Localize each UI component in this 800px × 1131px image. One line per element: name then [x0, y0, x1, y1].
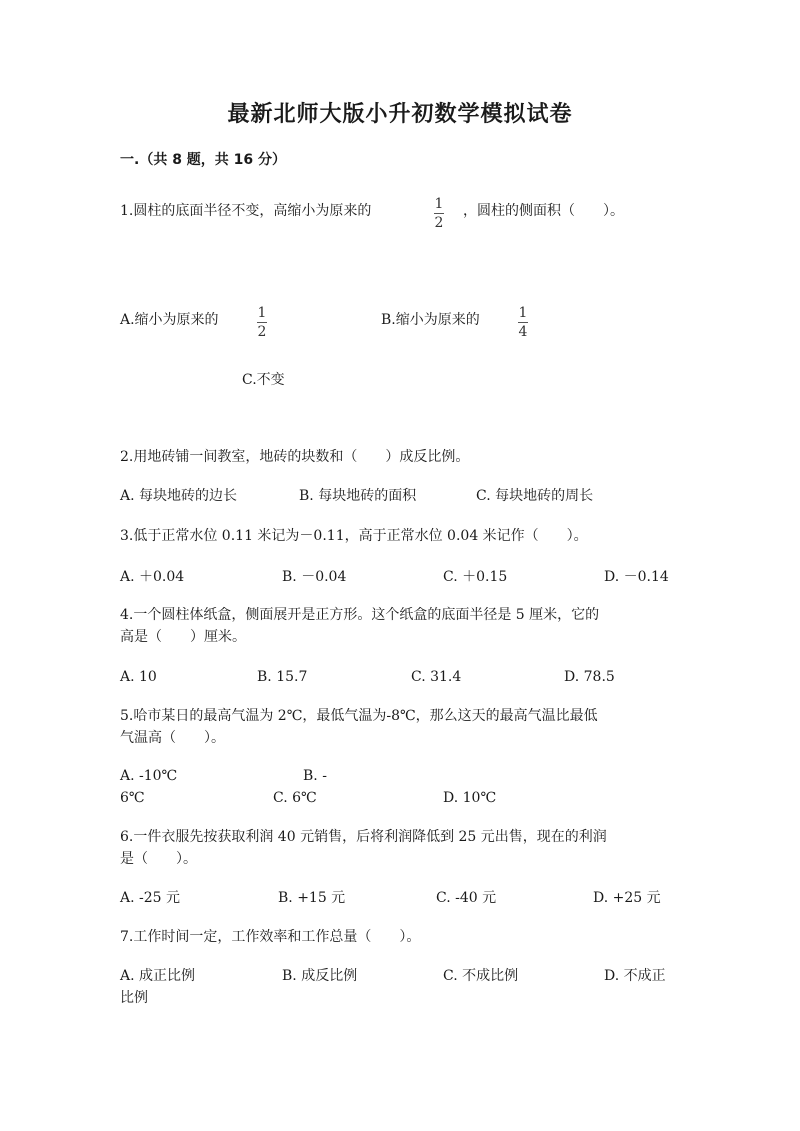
- q1-option-b[interactable]: B.缩小为原来的: [381, 312, 480, 328]
- q1-fraction-denominator: 2: [434, 215, 444, 231]
- q7-option-d[interactable]: D. 不成正: [604, 968, 666, 984]
- q3-option-a[interactable]: A. ＋0.04: [120, 569, 185, 585]
- q1-option-b-denominator: 4: [518, 324, 528, 340]
- q7-stem: 7.工作时间一定，工作效率和工作总量（ ）。: [120, 929, 421, 945]
- q2-option-b[interactable]: B. 每块地砖的面积: [299, 488, 417, 504]
- q3-option-c[interactable]: C. ＋0.15: [443, 569, 508, 585]
- q4-option-b[interactable]: B. 15.7: [257, 669, 308, 685]
- q7-option-b[interactable]: B. 成反比例: [282, 968, 358, 984]
- q4-option-c[interactable]: C. 31.4: [411, 669, 462, 685]
- q1-option-a[interactable]: A.缩小为原来的: [120, 312, 219, 328]
- fraction-bar: [257, 322, 267, 323]
- q5-stem-line1: 5.哈市某日的最高气温为 2℃，最低气温为-8℃，那么这天的最高气温比最低: [120, 708, 598, 724]
- q5-option-b-wrap[interactable]: 6℃: [120, 790, 145, 806]
- q4-option-d[interactable]: D. 78.5: [564, 669, 615, 685]
- q5-option-d[interactable]: D. 10℃: [443, 790, 497, 806]
- q4-stem-line2: 高是（ ）厘米。: [120, 629, 246, 645]
- q6-option-a[interactable]: A. -25 元: [120, 890, 181, 906]
- q7-option-a[interactable]: A. 成正比例: [120, 968, 196, 984]
- q6-option-c[interactable]: C. -40 元: [436, 890, 497, 906]
- q5-option-a[interactable]: A. -10℃: [120, 768, 178, 784]
- q5-option-c[interactable]: C. 6℃: [273, 790, 317, 806]
- q4-stem-line1: 4.一个圆柱体纸盒，侧面展开是正方形。这个纸盒的底面半径是 5 厘米，它的: [120, 607, 600, 623]
- q1-option-b-numerator: 1: [518, 305, 528, 321]
- q1-fraction-numerator: 1: [434, 196, 444, 212]
- q1-option-b-fraction: [518, 305, 528, 340]
- q6-option-b[interactable]: B. +15 元: [278, 890, 346, 906]
- exam-title: 最新北师大版小升初数学模拟试卷: [227, 102, 573, 127]
- q1-option-a-fraction: [257, 305, 267, 340]
- q2-option-c[interactable]: C. 每块地砖的周长: [476, 488, 594, 504]
- q2-option-a[interactable]: A. 每块地砖的边长: [120, 488, 238, 504]
- q4-option-a[interactable]: A. 10: [120, 669, 157, 685]
- q6-stem-line2: 是（ ）。: [120, 851, 197, 867]
- q1-option-a-denominator: 2: [257, 324, 267, 340]
- q3-option-d[interactable]: D. －0.14: [604, 569, 669, 585]
- q1-stem-start: 1.圆柱的底面半径不变，高缩小为原来的: [120, 203, 372, 219]
- q6-stem-line1: 6.一件衣服先按获取利润 40 元销售，后将利润降低到 25 元出售，现在的利润: [120, 829, 607, 845]
- q5-stem-line2: 气温高（ ）。: [120, 730, 225, 746]
- q3-stem: 3.低于正常水位 0.11 米记为－0.11，高于正常水位 0.04 米记作（ ）。: [120, 528, 588, 544]
- q5-option-b[interactable]: B. -: [303, 768, 327, 784]
- section-heading: 一.（共 8 题，共 16 分）: [120, 152, 287, 168]
- q1-option-a-numerator: 1: [257, 305, 267, 321]
- q1-stem-end: ，圆柱的侧面积（ ）。: [463, 203, 624, 219]
- q6-option-d[interactable]: D. +25 元: [593, 890, 661, 906]
- q1-fraction: [434, 196, 444, 231]
- q3-option-b[interactable]: B. －0.04: [282, 569, 347, 585]
- fraction-bar: [434, 213, 444, 214]
- q7-option-c[interactable]: C. 不成比例: [443, 968, 519, 984]
- q2-stem: 2.用地砖铺一间教室，地砖的块数和（ ）成反比例。: [120, 449, 470, 465]
- q1-option-c[interactable]: C.不变: [242, 372, 285, 388]
- fraction-bar: [518, 322, 528, 323]
- q7-option-d-wrap[interactable]: 比例: [120, 990, 148, 1006]
